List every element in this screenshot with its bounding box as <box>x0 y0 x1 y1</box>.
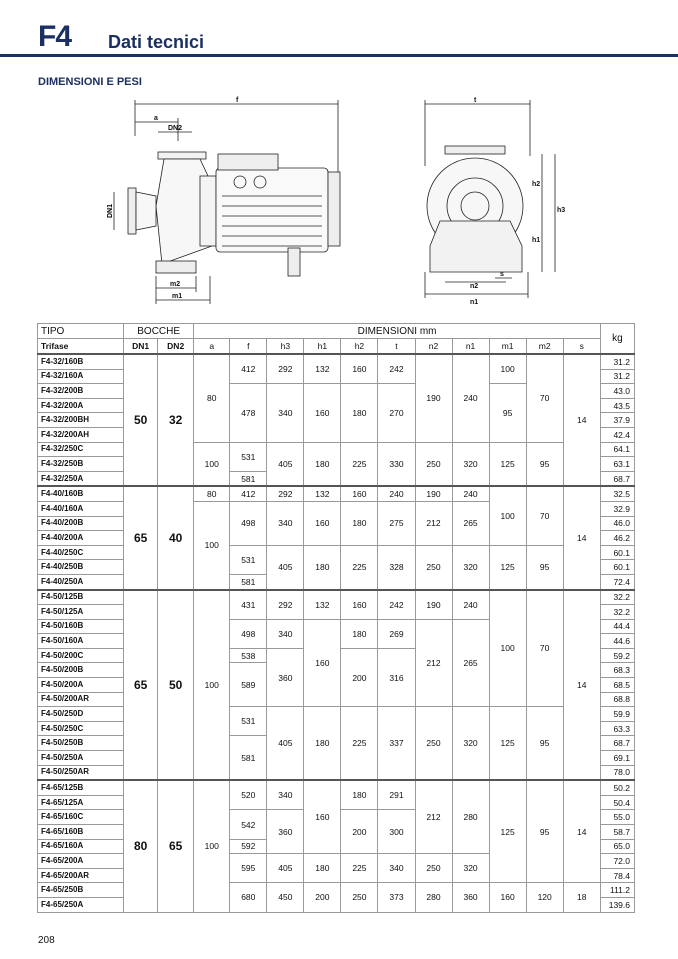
cell: 542 <box>230 810 267 839</box>
type-cell: F4-32/160A <box>38 369 124 384</box>
cell: 592 <box>230 839 267 854</box>
cell: 291 <box>378 780 415 810</box>
cell: 80 <box>194 486 230 501</box>
cell: 320 <box>452 545 489 589</box>
cell: 520 <box>230 780 267 810</box>
type-cell: F4-50/200B <box>38 663 124 678</box>
cell: 160 <box>304 384 341 442</box>
table-row <box>38 486 635 501</box>
header-bocche: BOCCHE <box>124 324 194 339</box>
cell: 373 <box>378 883 415 912</box>
cell: 412 <box>230 354 267 384</box>
weight-cell: 59.9 <box>600 707 634 722</box>
header-h1: h1 <box>304 339 341 355</box>
dim-dn1-label: DN1 <box>107 203 114 218</box>
type-cell: F4-65/200AR <box>38 868 124 883</box>
cell: 340 <box>267 780 304 810</box>
cell: 405 <box>267 854 304 883</box>
cell: 240 <box>378 486 415 501</box>
weight-cell: 111.2 <box>600 883 634 898</box>
table-row <box>38 780 635 795</box>
type-cell: F4-50/250AR <box>38 765 124 780</box>
type-cell: F4-40/160B <box>38 486 124 501</box>
dim-m2-label: m2 <box>170 281 181 288</box>
cell: 240 <box>452 486 489 501</box>
cell: 450 <box>267 883 304 912</box>
cell: 100 <box>194 501 230 589</box>
type-cell: F4-32/200BH <box>38 413 124 428</box>
weight-cell: 31.2 <box>600 369 634 384</box>
section-title: DIMENSIONI E PESI <box>38 76 142 88</box>
cell: 531 <box>230 442 267 471</box>
dim-h3-label: h3 <box>557 207 566 214</box>
type-cell: F4-40/250A <box>38 574 124 589</box>
weight-cell: 32.5 <box>600 486 634 501</box>
cell: 70 <box>526 354 563 442</box>
cell: 200 <box>341 648 378 706</box>
weight-cell: 58.7 <box>600 825 634 840</box>
weight-cell: 55.0 <box>600 810 634 825</box>
cell: 242 <box>378 354 415 384</box>
cell: 250 <box>341 883 378 912</box>
cell: 250 <box>415 854 452 883</box>
dn1-cell: 80 <box>124 780 158 912</box>
cell: 18 <box>563 883 600 912</box>
weight-cell: 32.9 <box>600 501 634 516</box>
cell: 125 <box>489 545 526 589</box>
cell: 225 <box>341 707 378 780</box>
cell: 180 <box>304 545 341 589</box>
page-header <box>0 0 678 60</box>
cell: 240 <box>452 354 489 442</box>
weight-cell: 32.2 <box>600 590 634 605</box>
cell: 337 <box>378 707 415 780</box>
cell: 95 <box>526 545 563 589</box>
cell: 250 <box>415 545 452 589</box>
cell: 538 <box>230 648 267 663</box>
cell: 478 <box>230 384 267 442</box>
cell: 180 <box>341 384 378 442</box>
dim-s-label: s <box>500 271 504 278</box>
weight-cell: 63.1 <box>600 457 634 472</box>
header-m1: m1 <box>489 339 526 355</box>
dim-a-label: a <box>154 115 158 122</box>
type-cell: F4-32/160B <box>38 354 124 369</box>
type-cell: F4-50/125B <box>38 590 124 605</box>
cell: 405 <box>267 442 304 486</box>
header-tipo: TIPO <box>38 324 124 339</box>
dim-h2-label: h2 <box>532 181 541 188</box>
cell: 412 <box>230 486 267 501</box>
cell: 100 <box>489 354 526 384</box>
cell: 431 <box>230 590 267 620</box>
dn1-cell: 50 <box>124 354 158 486</box>
cell: 320 <box>452 854 489 883</box>
type-cell: F4-32/200A <box>38 398 124 413</box>
weight-cell: 43.5 <box>600 398 634 413</box>
cell: 180 <box>341 619 378 648</box>
type-cell: F4-50/200A <box>38 678 124 693</box>
page-number: 208 <box>38 935 55 946</box>
header-dn2: DN2 <box>158 339 194 355</box>
cell: 132 <box>304 486 341 501</box>
cell: 531 <box>230 707 267 736</box>
header-a: a <box>194 339 230 355</box>
header-s: s <box>563 339 600 355</box>
weight-cell: 65.0 <box>600 839 634 854</box>
dim-f-label: f <box>236 97 239 104</box>
cell: 340 <box>378 854 415 883</box>
cell: 180 <box>304 442 341 486</box>
cell: 160 <box>304 780 341 853</box>
cell: 180 <box>341 501 378 545</box>
weight-cell: 68.3 <box>600 663 634 678</box>
cell: 498 <box>230 501 267 545</box>
type-cell: F4-50/250B <box>38 736 124 751</box>
weight-cell: 31.2 <box>600 354 634 369</box>
weight-cell: 68.8 <box>600 692 634 707</box>
type-cell: F4-65/125A <box>38 795 124 810</box>
cell: 125 <box>489 780 526 883</box>
cell: 14 <box>563 354 600 486</box>
cell: 95 <box>489 384 526 442</box>
cell: 70 <box>526 486 563 545</box>
cell: 125 <box>489 707 526 780</box>
cell: 280 <box>452 780 489 853</box>
cell: 581 <box>230 736 267 780</box>
cell: 225 <box>341 854 378 883</box>
cell: 360 <box>267 810 304 854</box>
header-kg: kg <box>600 324 634 355</box>
cell: 95 <box>526 442 563 486</box>
type-cell: F4-65/160A <box>38 839 124 854</box>
type-cell: F4-50/250D <box>38 707 124 722</box>
cell: 132 <box>304 590 341 620</box>
dim-n2-label: n2 <box>470 283 479 290</box>
cell: 160 <box>489 883 526 912</box>
cell: 320 <box>452 442 489 486</box>
table-row <box>38 590 635 605</box>
cell: 250 <box>415 442 452 486</box>
cell: 100 <box>194 442 230 486</box>
cell: 405 <box>267 707 304 780</box>
cell: 100 <box>194 780 230 912</box>
cell: 269 <box>378 619 415 648</box>
weight-cell: 139.6 <box>600 897 634 912</box>
cell: 190 <box>415 590 452 620</box>
cell: 292 <box>267 590 304 620</box>
header-n1: n1 <box>452 339 489 355</box>
weight-cell: 78.0 <box>600 765 634 780</box>
weight-cell: 59.2 <box>600 648 634 663</box>
weight-cell: 42.4 <box>600 427 634 442</box>
cell: 265 <box>452 619 489 707</box>
weight-cell: 72.0 <box>600 854 634 869</box>
type-cell: F4-50/200C <box>38 648 124 663</box>
cell: 316 <box>378 648 415 706</box>
cell: 292 <box>267 486 304 501</box>
cell: 275 <box>378 501 415 545</box>
cell: 328 <box>378 545 415 589</box>
product-code: F4 <box>38 20 72 53</box>
cell: 160 <box>341 590 378 620</box>
cell: 160 <box>304 501 341 545</box>
weight-cell: 68.7 <box>600 471 634 486</box>
pump-dimension-drawing <box>100 96 580 312</box>
cell: 680 <box>230 883 267 912</box>
cell: 242 <box>378 590 415 620</box>
cell: 212 <box>415 780 452 853</box>
type-cell: F4-32/250C <box>38 442 124 457</box>
type-cell: F4-50/160B <box>38 619 124 634</box>
header-h3: h3 <box>267 339 304 355</box>
cell: 14 <box>563 590 600 781</box>
header-rule <box>0 54 678 57</box>
dn2-cell: 50 <box>158 590 194 781</box>
cell: 320 <box>452 707 489 780</box>
cell: 100 <box>489 590 526 707</box>
cell: 360 <box>267 648 304 706</box>
cell: 225 <box>341 442 378 486</box>
cell: 581 <box>230 574 267 589</box>
weight-cell: 78.4 <box>600 868 634 883</box>
weight-cell: 44.4 <box>600 619 634 634</box>
type-cell: F4-65/200A <box>38 854 124 869</box>
weight-cell: 69.1 <box>600 751 634 766</box>
header-h2: h2 <box>341 339 378 355</box>
cell: 200 <box>341 810 378 854</box>
weight-cell: 64.1 <box>600 442 634 457</box>
cell: 180 <box>304 707 341 780</box>
weight-cell: 63.3 <box>600 721 634 736</box>
cell: 100 <box>194 590 230 781</box>
dim-h1-label: h1 <box>532 237 541 244</box>
weight-cell: 46.0 <box>600 516 634 531</box>
type-cell: F4-65/160C <box>38 810 124 825</box>
cell: 70 <box>526 590 563 707</box>
cell: 531 <box>230 545 267 574</box>
cell: 160 <box>341 354 378 384</box>
dn2-cell: 32 <box>158 354 194 486</box>
type-cell: F4-32/200AH <box>38 427 124 442</box>
dn1-cell: 65 <box>124 486 158 589</box>
type-cell: F4-32/250B <box>38 457 124 472</box>
type-cell: F4-40/200A <box>38 531 124 546</box>
cell: 595 <box>230 854 267 883</box>
type-cell: F4-50/250A <box>38 751 124 766</box>
header-dimensioni: DIMENSIONI mm <box>194 324 601 339</box>
cell: 498 <box>230 619 267 648</box>
cell: 589 <box>230 663 267 707</box>
weight-cell: 60.1 <box>600 560 634 575</box>
cell: 360 <box>452 883 489 912</box>
table-row <box>38 354 635 369</box>
cell: 190 <box>415 486 452 501</box>
header-n2: n2 <box>415 339 452 355</box>
type-cell: F4-32/200B <box>38 384 124 399</box>
header-f: f <box>230 339 267 355</box>
cell: 160 <box>304 619 341 707</box>
cell: 265 <box>452 501 489 545</box>
weight-cell: 50.4 <box>600 795 634 810</box>
type-cell: F4-65/160B <box>38 825 124 840</box>
type-cell: F4-40/200B <box>38 516 124 531</box>
cell: 581 <box>230 471 267 486</box>
cell: 225 <box>341 545 378 589</box>
cell: 250 <box>415 707 452 780</box>
cell: 95 <box>526 707 563 780</box>
cell: 180 <box>341 780 378 810</box>
type-cell: F4-50/125A <box>38 605 124 620</box>
cell: 14 <box>563 486 600 589</box>
cell: 125 <box>489 442 526 486</box>
header-dn1: DN1 <box>124 339 158 355</box>
cell: 132 <box>304 354 341 384</box>
cell: 212 <box>415 501 452 545</box>
cell: 14 <box>563 780 600 883</box>
cell: 240 <box>452 590 489 620</box>
type-cell: F4-40/250B <box>38 560 124 575</box>
cell: 340 <box>267 619 304 648</box>
type-cell: F4-40/250C <box>38 545 124 560</box>
cell: 405 <box>267 545 304 589</box>
type-cell: F4-65/250B <box>38 883 124 898</box>
cell: 200 <box>304 883 341 912</box>
dim-dn2-label: DN2 <box>168 125 183 132</box>
weight-cell: 60.1 <box>600 545 634 560</box>
type-cell: F4-50/200AR <box>38 692 124 707</box>
type-cell: F4-50/250C <box>38 721 124 736</box>
dim-t-label: t <box>474 97 477 104</box>
cell: 100 <box>489 486 526 545</box>
type-cell: F4-65/250A <box>38 897 124 912</box>
weight-cell: 68.7 <box>600 736 634 751</box>
dn1-cell: 65 <box>124 590 158 781</box>
cell: 160 <box>341 486 378 501</box>
type-cell: F4-32/250A <box>38 471 124 486</box>
type-cell: F4-65/125B <box>38 780 124 795</box>
header-m2: m2 <box>526 339 563 355</box>
type-cell: F4-40/160A <box>38 501 124 516</box>
cell: 340 <box>267 384 304 442</box>
header-trifase: Trifase <box>38 339 124 355</box>
dimensions-weights-table <box>37 323 635 913</box>
cell: 80 <box>194 354 230 442</box>
weight-cell: 46.2 <box>600 531 634 546</box>
weight-cell: 68.5 <box>600 678 634 693</box>
dn2-cell: 65 <box>158 780 194 912</box>
cell: 280 <box>415 883 452 912</box>
dn2-cell: 40 <box>158 486 194 589</box>
weight-cell: 72.4 <box>600 574 634 589</box>
cell: 180 <box>304 854 341 883</box>
cell: 340 <box>267 501 304 545</box>
weight-cell: 50.2 <box>600 780 634 795</box>
dim-n1-label: n1 <box>470 299 479 306</box>
cell: 95 <box>526 780 563 883</box>
weight-cell: 37.9 <box>600 413 634 428</box>
weight-cell: 32.2 <box>600 605 634 620</box>
type-cell: F4-50/160A <box>38 634 124 649</box>
cell: 270 <box>378 384 415 442</box>
cell: 190 <box>415 354 452 442</box>
page-title: Dati tecnici <box>108 32 205 52</box>
cell: 120 <box>526 883 563 912</box>
cell: 330 <box>378 442 415 486</box>
weight-cell: 44.6 <box>600 634 634 649</box>
cell: 300 <box>378 810 415 854</box>
cell: 212 <box>415 619 452 707</box>
dim-m1-label: m1 <box>172 293 183 300</box>
cell: 292 <box>267 354 304 384</box>
weight-cell: 43.0 <box>600 384 634 399</box>
header-t: t <box>378 339 415 355</box>
